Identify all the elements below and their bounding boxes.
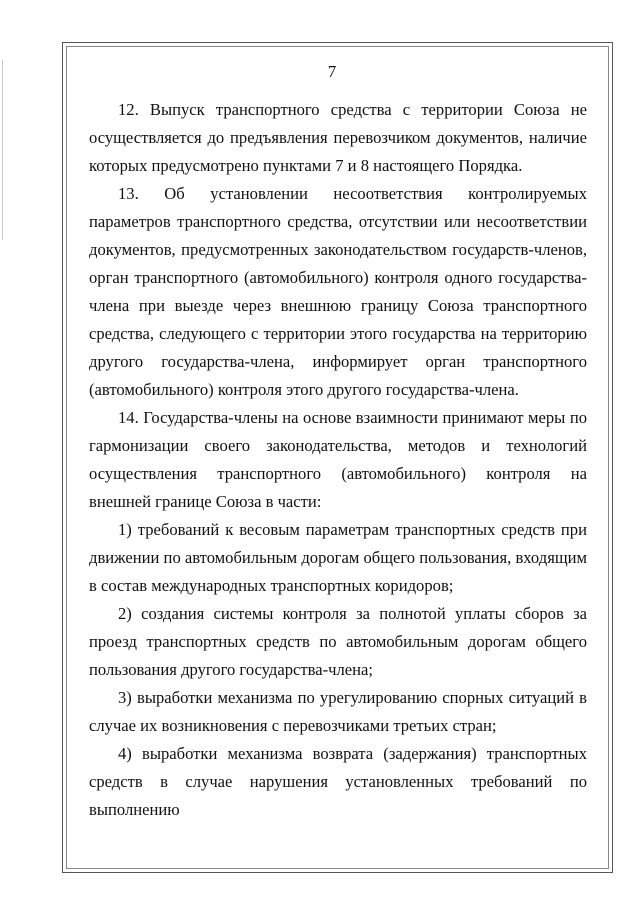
scan-edge-mark bbox=[2, 60, 3, 240]
paragraph-12: 12. Выпуск транспортного средства с территории Союза не осуществляется до предъявления перевозчиком документов, наличие которых предусмотрено пунктами 7 и 8 настоящего Порядка. bbox=[89, 100, 587, 175]
paragraph-13: 13. Об установлении несоответствия контролируемых параметров транспортного средства, отсутствии или несоответствии документов, предусмотренных законодательством государств-членов, орган транспортного (автомобильного) контроля одного государства-члена при выезде через внешнюю границу Союза транспортного средства, следующего с территории этого государства на территорию другого государства-члена, информирует орган транспортного (автомобильного) контроля этого другого государства-члена. bbox=[89, 184, 587, 399]
document-body bbox=[89, 96, 587, 824]
list-item-3: 3) выработки механизма по урегулированию спорных ситуаций в случае их возникновения с перевозчиками третьих стран; bbox=[89, 688, 587, 735]
paragraph-14: 14. Государства-члены на основе взаимности принимают меры по гармонизации своего законодательства, методов и технологий осуществления транспортного (автомобильного) контроля на внешней границе Союза в части: bbox=[89, 408, 587, 511]
page-number: 7 bbox=[327, 62, 337, 81]
list-item-1: 1) требований к весовым параметрам транспортных средств при движении по автомобильным дорогам общего пользования, входящим в состав международных транспортных коридоров; bbox=[89, 520, 587, 595]
list-item-2: 2) создания системы контроля за полнотой уплаты сборов за проезд транспортных средств по автомобильным дорогам общего пользования другого государства-члена; bbox=[89, 604, 587, 679]
list-item-4: 4) выработки механизма возврата (задержания) транспортных средств в случае нарушения установленных требований по выполнению bbox=[89, 744, 587, 819]
